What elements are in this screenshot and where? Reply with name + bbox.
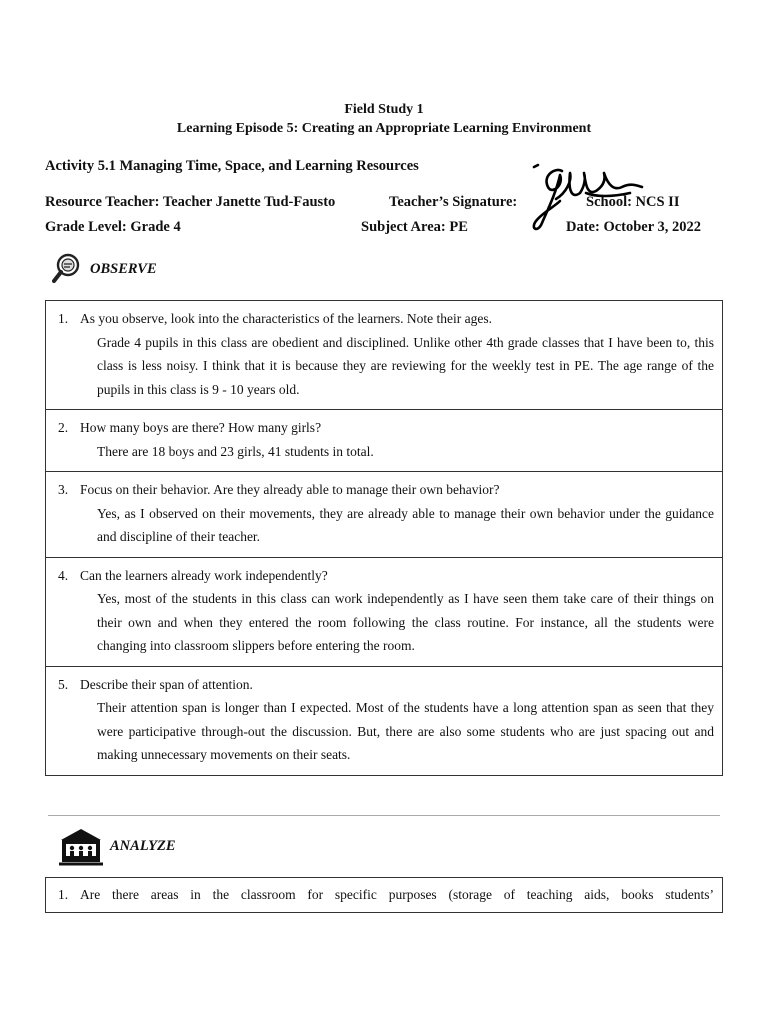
item-number: 5.: [58, 676, 69, 692]
item-question: Are there areas in the classroom for specific purposes (storage of teaching aids, books students’: [80, 887, 714, 902]
analyze-label: ANALYZE: [110, 837, 176, 854]
item-answer: Yes, as I observed on their movements, they are already able to manage their own behavior under the guidance and discipline of their teacher.: [97, 505, 714, 544]
page-subtitle: Learning Episode 5: Creating an Appropriate Learning Environment: [176, 121, 592, 136]
item-number: 3.: [58, 482, 69, 497]
list-item: [46, 410, 722, 472]
signature-label: Teacher’s Signature:: [389, 194, 518, 210]
item-question: As you observe, look into the characteristics of the learners. Note their ages.: [80, 311, 492, 326]
item-answer: There are 18 boys and 23 girls, 41 students in total.: [97, 443, 374, 459]
observe-label: OBSERVE: [90, 260, 157, 277]
analyze-box: [45, 877, 723, 913]
item-answer: Grade 4 pupils in this class are obedient and disciplined. Unlike other 4th grade classes that I have been to, this class is less noisy. I think that it is because they are reviewing for the weekly test in PE. The age range of the pupils in this class is 9 - 10 years old.: [97, 334, 714, 397]
item-number: 1.: [58, 887, 69, 902]
list-item: [46, 878, 722, 912]
grade-level: Grade Level: Grade 4: [45, 219, 181, 235]
activity-title: Activity 5.1 Managing Time, Space, and Learning Resources: [45, 158, 419, 174]
item-question: Can the learners already work independently?: [80, 567, 328, 583]
classroom-icon: [58, 826, 104, 866]
section-divider: [48, 815, 720, 816]
item-question: How many boys are there? How many girls?: [80, 420, 322, 435]
item-answer: Yes, most of the students in this class can work independently as I have seen them take care of their things on their own and when they entered the room following the class routine. For instance, all the students were changing into classroom slippers before entering the room.: [97, 591, 714, 653]
item-number: 1.: [58, 311, 69, 326]
handwritten-signature: [526, 163, 644, 235]
resource-teacher: Resource Teacher: Teacher Janette Tud-Fausto: [45, 194, 336, 210]
school: School: NCS II: [586, 194, 680, 210]
item-answer: Their attention span is longer than I expected. Most of the students have a long attention span as seen that they were participative through-out the discussion. But, there are also some students who are just spacing out and making unnecessary movements on their seats.: [97, 700, 714, 762]
list-item: [46, 558, 722, 667]
analyze-heading: [58, 826, 176, 866]
observe-box: [45, 300, 723, 776]
magnifier-icon: [52, 253, 82, 285]
date: Date: October 3, 2022: [566, 219, 702, 235]
item-number: 4.: [58, 567, 69, 583]
observe-heading: [52, 253, 157, 285]
list-item: [46, 472, 722, 558]
list-item: [46, 301, 722, 410]
item-question: Focus on their behavior. Are they already able to manage their own behavior?: [80, 482, 500, 497]
item-question: Describe their span of attention.: [80, 676, 253, 692]
list-item: [46, 667, 722, 775]
page-title: Field Study 1: [344, 102, 424, 117]
item-number: 2.: [58, 420, 69, 435]
subject-area: Subject Area: PE: [361, 219, 468, 235]
